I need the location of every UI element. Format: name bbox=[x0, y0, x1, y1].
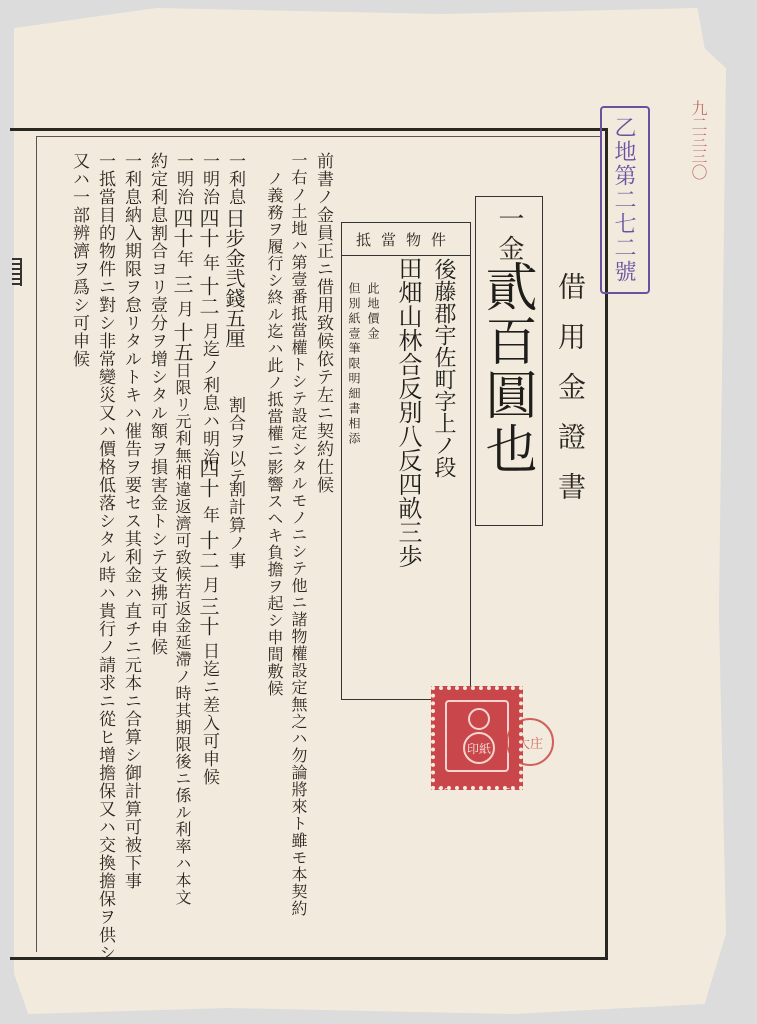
document-title: 借用金證書 bbox=[554, 272, 587, 522]
collateral-note-2: 但別紙壹筆限明細書相添 bbox=[347, 282, 361, 447]
clause-2-rate: 割合ヲ以テ bbox=[225, 396, 245, 486]
handwritten-interest: 日步金弐錢五厘 bbox=[222, 208, 246, 348]
collateral-note-1: 此地價金 bbox=[366, 282, 380, 342]
registry-stamp-text: 乙地第二七二號 bbox=[611, 116, 636, 284]
binding-tab bbox=[12, 258, 22, 286]
handwritten-month-2: 十二 bbox=[196, 530, 220, 570]
handwritten-month-3: 三 bbox=[170, 274, 194, 294]
revenue-stamp-value-left: 10 bbox=[437, 787, 450, 798]
revenue-stamp-values bbox=[437, 787, 517, 798]
clause-6-line-2: 又ハ一部辨濟ヲ爲シ可申候 bbox=[69, 152, 89, 368]
clause-3-month: 月迄ノ利息ハ明治 bbox=[199, 322, 219, 466]
clause-3-year-2: 年 bbox=[199, 506, 219, 524]
clause-1-line-1: 一右ノ土地ハ第壹番抵當權トシテ設定シタルモノニシテ他ニ諸物權設定無之ハ勿論將來ト雖モ本契約 bbox=[289, 152, 308, 917]
clause-4-month: 月 bbox=[173, 300, 193, 318]
clause-1-line-2: ノ義務ヲ履行シ終ル迄ハ此ノ抵當權ニ影響スヘキ負擔ヲ起シ申間敷候 bbox=[265, 170, 284, 697]
amount-prefix: 一金 bbox=[494, 205, 524, 265]
clause-3-month-2: 月 bbox=[199, 576, 219, 594]
red-seal: 大庄 bbox=[506, 718, 554, 766]
clause-preamble: 前書ノ金員正ニ借用致候依テ左ニ契約仕候 bbox=[313, 152, 333, 494]
handwritten-day-2: 三十 bbox=[196, 596, 220, 636]
clause-4-year: 年 bbox=[173, 250, 193, 268]
clause-3-head: 一明治 bbox=[199, 152, 219, 206]
revenue-stamp-border bbox=[445, 700, 509, 772]
clause-4-tail: 日限リ元利無相違返濟可致候若返金延滯ノ時其期限後ニ係ル利率ハ本文 bbox=[173, 362, 192, 906]
clause-3-tail: 日迄ニ差入可申候 bbox=[199, 642, 219, 786]
clause-5: 一利息納入期限ヲ怠リタルトキハ催告ヲ要セス其利金ハ直チニ元本ニ合算シ御計算可被下事 bbox=[121, 152, 141, 890]
corner-note: 九二三三〇 bbox=[689, 100, 708, 180]
revenue-stamp-value-right: Sn bbox=[504, 787, 517, 798]
clause-3-year: 年 bbox=[199, 254, 219, 272]
handwritten-land-location: 後藤郡宇佐町字上ノ段 bbox=[431, 258, 456, 478]
clause-4-line-2: 約定利息割合ヨリ壹分ヲ增シタル額ヲ損害金トシテ支拂可申候 bbox=[147, 152, 167, 656]
handwritten-year-2: 四十 bbox=[196, 458, 220, 498]
handwritten-amount: 貳百圓也 bbox=[476, 260, 536, 476]
clause-2-calc: 割計算ノ事 bbox=[225, 480, 245, 570]
clause-6-line-1: 一抵當目的物件ニ對シ非常變災又ハ價格低落シタル時ハ貴行ノ請求ニ從ヒ增擔保又ハ交換擔保ヲ供シ bbox=[95, 152, 115, 962]
handwritten-month-1: 十二 bbox=[196, 276, 220, 316]
registry-stamp bbox=[600, 106, 650, 294]
revenue-stamp-center: 印紙 bbox=[463, 732, 495, 764]
handwritten-meiji-year: 四十 bbox=[170, 208, 194, 248]
handwritten-year-1: 四十 bbox=[196, 208, 220, 248]
clause-4-head: 一明治 bbox=[173, 152, 193, 206]
chrysanthemum-icon bbox=[468, 708, 490, 730]
handwritten-land-area: 田畑山林合反別八反四畝三歩 bbox=[394, 256, 422, 568]
collateral-heading: 抵當物件 bbox=[342, 223, 470, 256]
clause-2-head: 一利息 bbox=[225, 152, 245, 206]
handwritten-day-3: 十五 bbox=[170, 322, 194, 362]
